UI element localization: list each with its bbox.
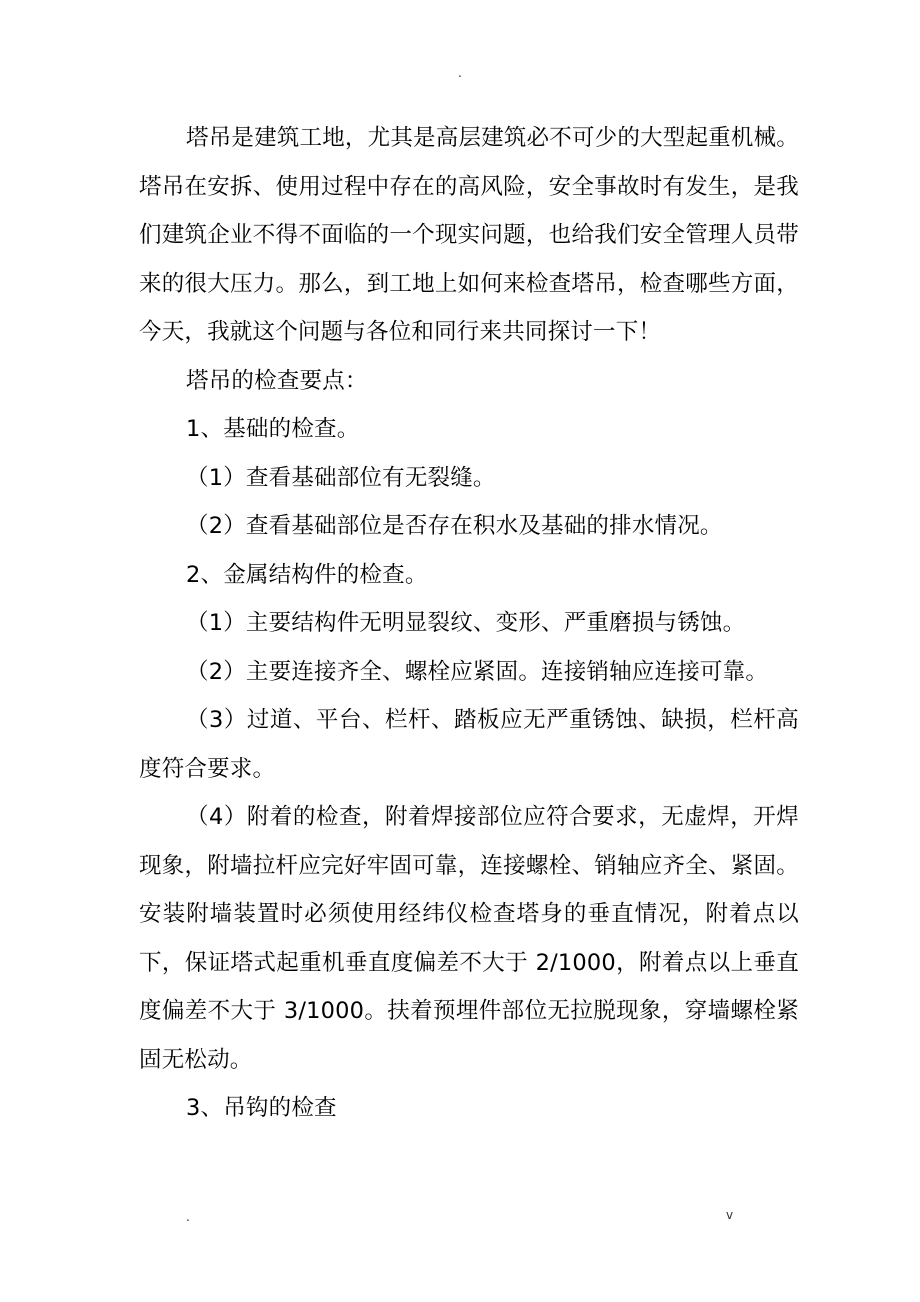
section-1-title: 1、基础的检查。: [186, 416, 360, 442]
header-mark: .: [458, 66, 462, 80]
footer-right-mark: v: [726, 1208, 734, 1222]
section-2-item-3: （3）过道、平台、栏杆、踏板应无严重锈蚀、缺损，栏杆高度符合要求。: [139, 707, 799, 782]
section-2-item-2: （2）主要连接齐全、螺栓应紧固。连接销轴应连接可靠。: [186, 658, 769, 685]
document-body: [139, 114, 799, 1133]
section-2-title: 2、金属结构件的检查。: [186, 561, 428, 588]
section-1-item-1: （1）查看基础部位有无裂缝。: [186, 464, 496, 491]
section-2-item-1: （1）主要结构件无明显裂纹、变形、严重磨损与锈蚀。: [186, 610, 746, 636]
footer-left-mark: .: [186, 1210, 190, 1224]
section-3-title: 3、吊钩的检查: [186, 1095, 337, 1121]
section-1-item-2: （2）查看基础部位是否存在积水及基础的排水情况。: [186, 513, 723, 539]
checklist-subtitle: 塔吊的检查要点：: [186, 367, 368, 394]
intro-paragraph: 塔吊是建筑工地，尤其是高层建筑必不可少的大型起重机械。塔吊在安拆、使用过程中存在的高风险，安全事故时有发生，是我们建筑企业不得不面临的一个现实问题，也给我们安全管理人员带来的很大压力。那么，到工地上如何来检查塔吊，检查哪些方面，今天，我就这个问题与各位和同行来共同探讨一下！: [139, 125, 799, 345]
section-2-item-4: （4）附着的检查，附着焊接部位应符合要求，无虚焊，开焊现象，附墙拉杆应完好牢固可靠，连接螺栓、销轴应齐全、紧固。安装附墙装置时必须使用经纬仪检查塔身的垂直情况，附着点以下，保证塔式起重机垂直度偏差不大于 2/1000，附着点以上垂直度偏差不大于 3/1000。扶着预埋件部位无拉脱现象，穿墙螺栓紧固无松动。: [139, 804, 799, 1073]
